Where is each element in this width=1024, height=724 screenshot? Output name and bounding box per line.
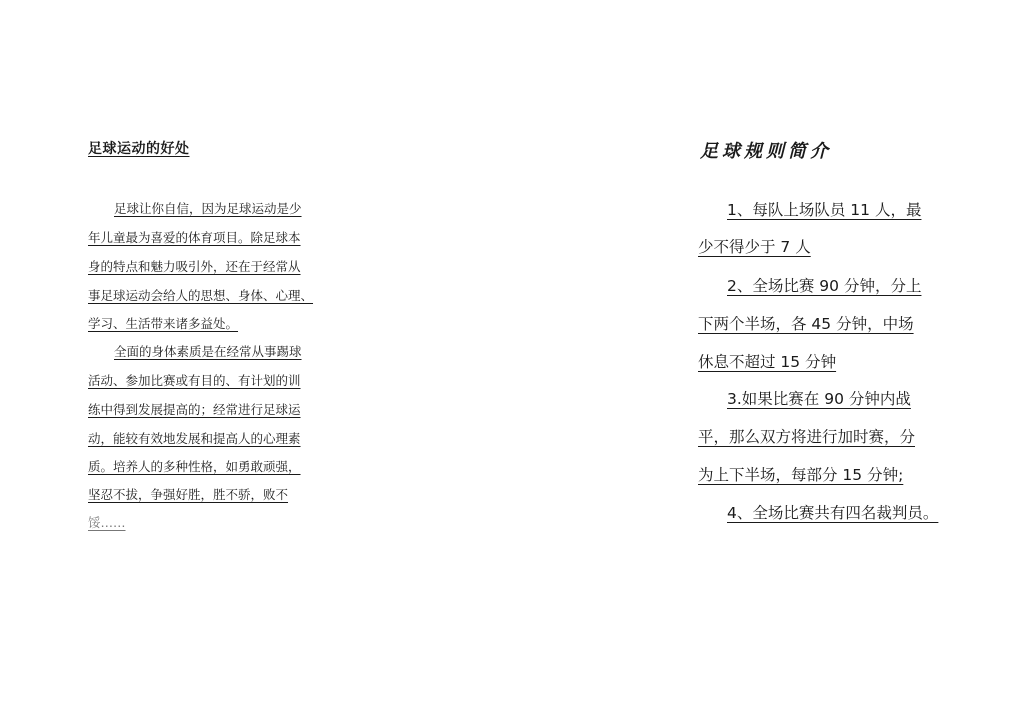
right-rule-line: 1、每队上场队员 11 人，最 [727, 201, 922, 219]
left-paragraph-line: 全面的身体素质是在经常从事踢球 [114, 344, 302, 359]
left-paragraph-line: 活动、参加比赛或有目的、有计划的训 [88, 373, 301, 388]
left-paragraph-line: 身的特点和魅力吸引外，还在于经常从 [88, 259, 301, 274]
left-section-title: 足球运动的好处 [88, 141, 190, 157]
left-paragraph-line: 馁…… [88, 515, 126, 530]
right-rule-line: 休息不超过 15 分钟 [698, 353, 837, 371]
right-rule-line: 下两个半场，各 45 分钟，中场 [698, 315, 914, 333]
left-paragraph-line: 练中得到发展提高的；经常进行足球运 [88, 402, 301, 417]
left-paragraph-line: 足球让你自信，因为足球运动是少 [114, 201, 302, 216]
left-paragraph-line: 年儿童最为喜爱的体育项目。除足球本 [88, 230, 301, 245]
right-rule-line: 3.如果比赛在 90 分钟内战 [727, 390, 911, 408]
left-paragraph-line: 动，能较有效地发展和提高人的心理素 [88, 431, 301, 446]
right-rule-line: 平，那么双方将进行加时赛，分 [698, 428, 916, 446]
right-rule-line: 少不得少于 7 人 [698, 238, 811, 256]
right-rule-line: 为上下半场，每部分 15 分钟; [698, 466, 904, 484]
right-rule-line: 4、全场比赛共有四名裁判员。 [727, 504, 939, 522]
left-paragraph-line: 学习、生活带来诸多益处。 [88, 316, 239, 331]
right-rule-line: 2、全场比赛 90 分钟，分上 [727, 277, 922, 295]
right-section-title: 足球规则简介 [700, 141, 832, 162]
left-paragraph-line: 坚忍不拔，争强好胜，胜不骄，败不 [88, 487, 289, 502]
left-paragraph-line: 质。培养人的多种性格，如勇敢顽强， [88, 459, 301, 474]
left-paragraph-line: 事足球运动会给人的思想、身体、心理、 [88, 288, 314, 303]
